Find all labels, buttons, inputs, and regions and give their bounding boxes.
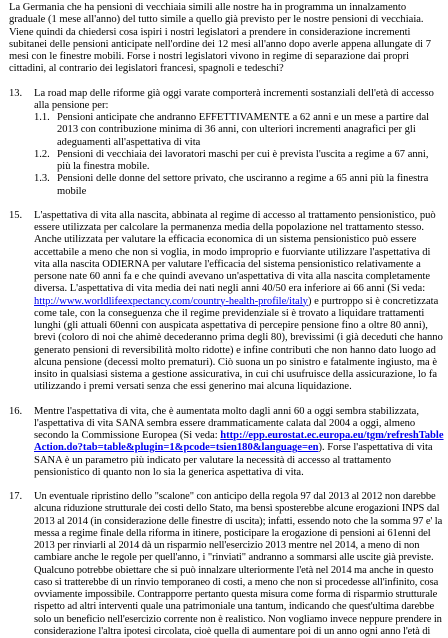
sub-item-1-1 — [34, 112, 444, 149]
item-number: 17. — [9, 491, 23, 502]
sub-item-text: Pensioni di vecchiaia dei lavoratori maschi per cui è prevista l'uscita a regime a 67 anni, più la finestra mobile. — [57, 148, 429, 172]
item-text: La road map delle riforme già oggi varate comporterà incrementi sostanziali dell'età di accesso alla pensione per: — [34, 87, 434, 111]
item-number: 13. — [9, 87, 23, 99]
item-text-before-link: Mentre l'aspettativa di vita, che è aumentata molto dagli anni 60 a oggi sembra stabilizzata, l'aspettativa di vita SANA sembra essere drammaticamente calata dal 2004 a oggi, almeno secondo la Commissione Europea (Si veda: — [34, 405, 419, 441]
list-item-15 — [9, 210, 444, 394]
intro-paragraph-germany: La Germania che ha pensioni di vecchiaia simili alle nostre ha in programma un innalzamento graduale (1 mese all'anno) del tutto simile a quello già previsto per le nostre pensioni di vecchiaia. — [9, 2, 424, 26]
sub-item-1-3 — [34, 173, 444, 198]
item-number: 15. — [9, 209, 23, 221]
list-item-13 — [9, 88, 444, 198]
item-body — [34, 88, 444, 198]
item-body — [34, 406, 444, 480]
eurostat-link[interactable]: http://epp.eurostat.ec.europa.eu/tgm/refreshTableAction.do?tab=table&plugin=1&pcode=tsien180&language=en — [34, 430, 444, 454]
item-number: 16. — [9, 405, 23, 417]
sub-item-text: Pensioni anticipate che andranno EFFETTIVAMENTE a 62 anni e un mese a partire dal 2013 con contribuzione minima di 36 anni, con ulteriori incrementi anagrafici per gli adeguamenti all'aspettativa di vita — [57, 112, 430, 148]
item-text-before-link: L'aspettativa di vita alla nascita, abbinata al regime di accesso al trattamento pensionistico, può essere utilizzata per calcolare la permanenza media della popolazione nel trattamento stesso. Anche utilizzata per valutare la efficacia economica di un sistema pensionistico può essere accettabile a meno che non si voglia, in modo improprio e fuorviante utilizzare l'aspettativa di vita alla nascita ODIERNA per valutare l'efficacia del sistema pensionistico relativamente a persone nate 60 anni fa e che quindi avevano un'aspettativa di vita alla nascita completamente diversa. L'aspettativa di vita media dei nati negli anni 40/50 era inferiore ai 66 anni (Si veda: — [34, 209, 436, 295]
item-text: Un eventuale ripristino dello "scalone" con anticipo della regola 97 dal 2013 al 2012 non darebbe alcuna riduzione strutturale dei costi dello Stato, ma bensì sposterebbe alcune erogazioni INPS dal 2013 al 2014 (in considerazione delle finestre di uscita); infatti, essendo noto che la somma 97 e' la messa a regime finale della riforma in itinere, posticipare la erogazione di pensioni ai 61enni del 2013 per rinviarli al 2014 dà un risparmio nell'esercizio 2013 mentre nel 2014, a meno di non cambiare anche le regole per quell'anno, i "rinviati" andranno a sommarsi alle uscite già previste. Qualcuno potrebbe obiettare che si può innalzare ulteriormente l'età nel 2014 ma anche in questo caso si tratterebbe di un rinvio temporaneo di costi, a meno che non si procedesse all'infinito, cosa ovviamente impossibile. Contrapporre pertanto questa misura come forma di risparmio strutturale rispetto ad altri interventi quale una patrimoniale una tantum, indicando che quest'ultima darebbe solo un beneficio nell'esercizio corrente non è realistico. Non vogliamo invece neppure prendere in considerazione l'altra ipotesi circolata, cioè quella di aumentare poi di un anno ogni anno l'età di — [34, 491, 443, 637]
list-item-17 — [9, 491, 444, 638]
worldlifeexpectancy-link[interactable]: http://www.worldlifeexpectancy.com/country-health-profile/italy — [34, 295, 308, 307]
sub-item-number: 1.2. — [34, 148, 50, 160]
item-body — [34, 491, 444, 638]
sub-item-text: Pensioni delle donne del settore privato, che usciranno a regime a 65 anni più la finestra mobile — [57, 173, 429, 197]
sub-item-1-2 — [34, 149, 444, 174]
sub-item-number: 1.3. — [34, 173, 50, 185]
list-item-16 — [9, 406, 444, 480]
sub-item-number: 1.1. — [34, 112, 50, 123]
item-text-after-link: ) e purtroppo si è concretizzata come tale, con la conseguenza che il regime previdenziale si è trovato a liquidare trattamenti lunghi (gli attuali 60enni con auspicata aspettativa di percepire pensione fino a oltre 80 anni), brevi (coloro di noi che ahimè decederanno prima degli 80), brevissimi (i già deceduti che hanno generato pensioni di reversibilità molto ridotte) e infine contributi che non hanno dato luogo ad alcuna pensione (decessi molto prematuri). Ciò suona un po sinistro e fatalmente ingiusto, ma è insito in qualsiasi sistema a gestione assicurativa, in cui chi usufruisce della assicurazione, lo fa utilizzando i premi versati senza che essi generino mai alcuna liquidazione. — [34, 295, 443, 393]
item-body — [34, 210, 444, 394]
item-text — [34, 406, 444, 480]
intro-section — [9, 2, 444, 76]
item-text — [34, 210, 444, 394]
intro-paragraph-legislators: Viene quindi da chiedersi cosa ispiri i nostri legislatori a prendere in considerazione incrementi subitanei delle pensioni anticipate nell'ordine dei 12 mesi all'anno dopo averle appena allungate di 7 mesi con le finestre mobili. Forse i nostri legislatori vivono in regime di separazione dai propri cittadini, al contrario dei legislatori francesi, spagnoli e tedeschi? — [9, 26, 432, 75]
item-text-after-link: ). Forse l'aspettativa di vita SANA è un parametro più indicato per valutare la necessità di accesso al trattamento pensionistico di quanto non lo sia la generica aspettativa di vita. — [34, 442, 433, 478]
